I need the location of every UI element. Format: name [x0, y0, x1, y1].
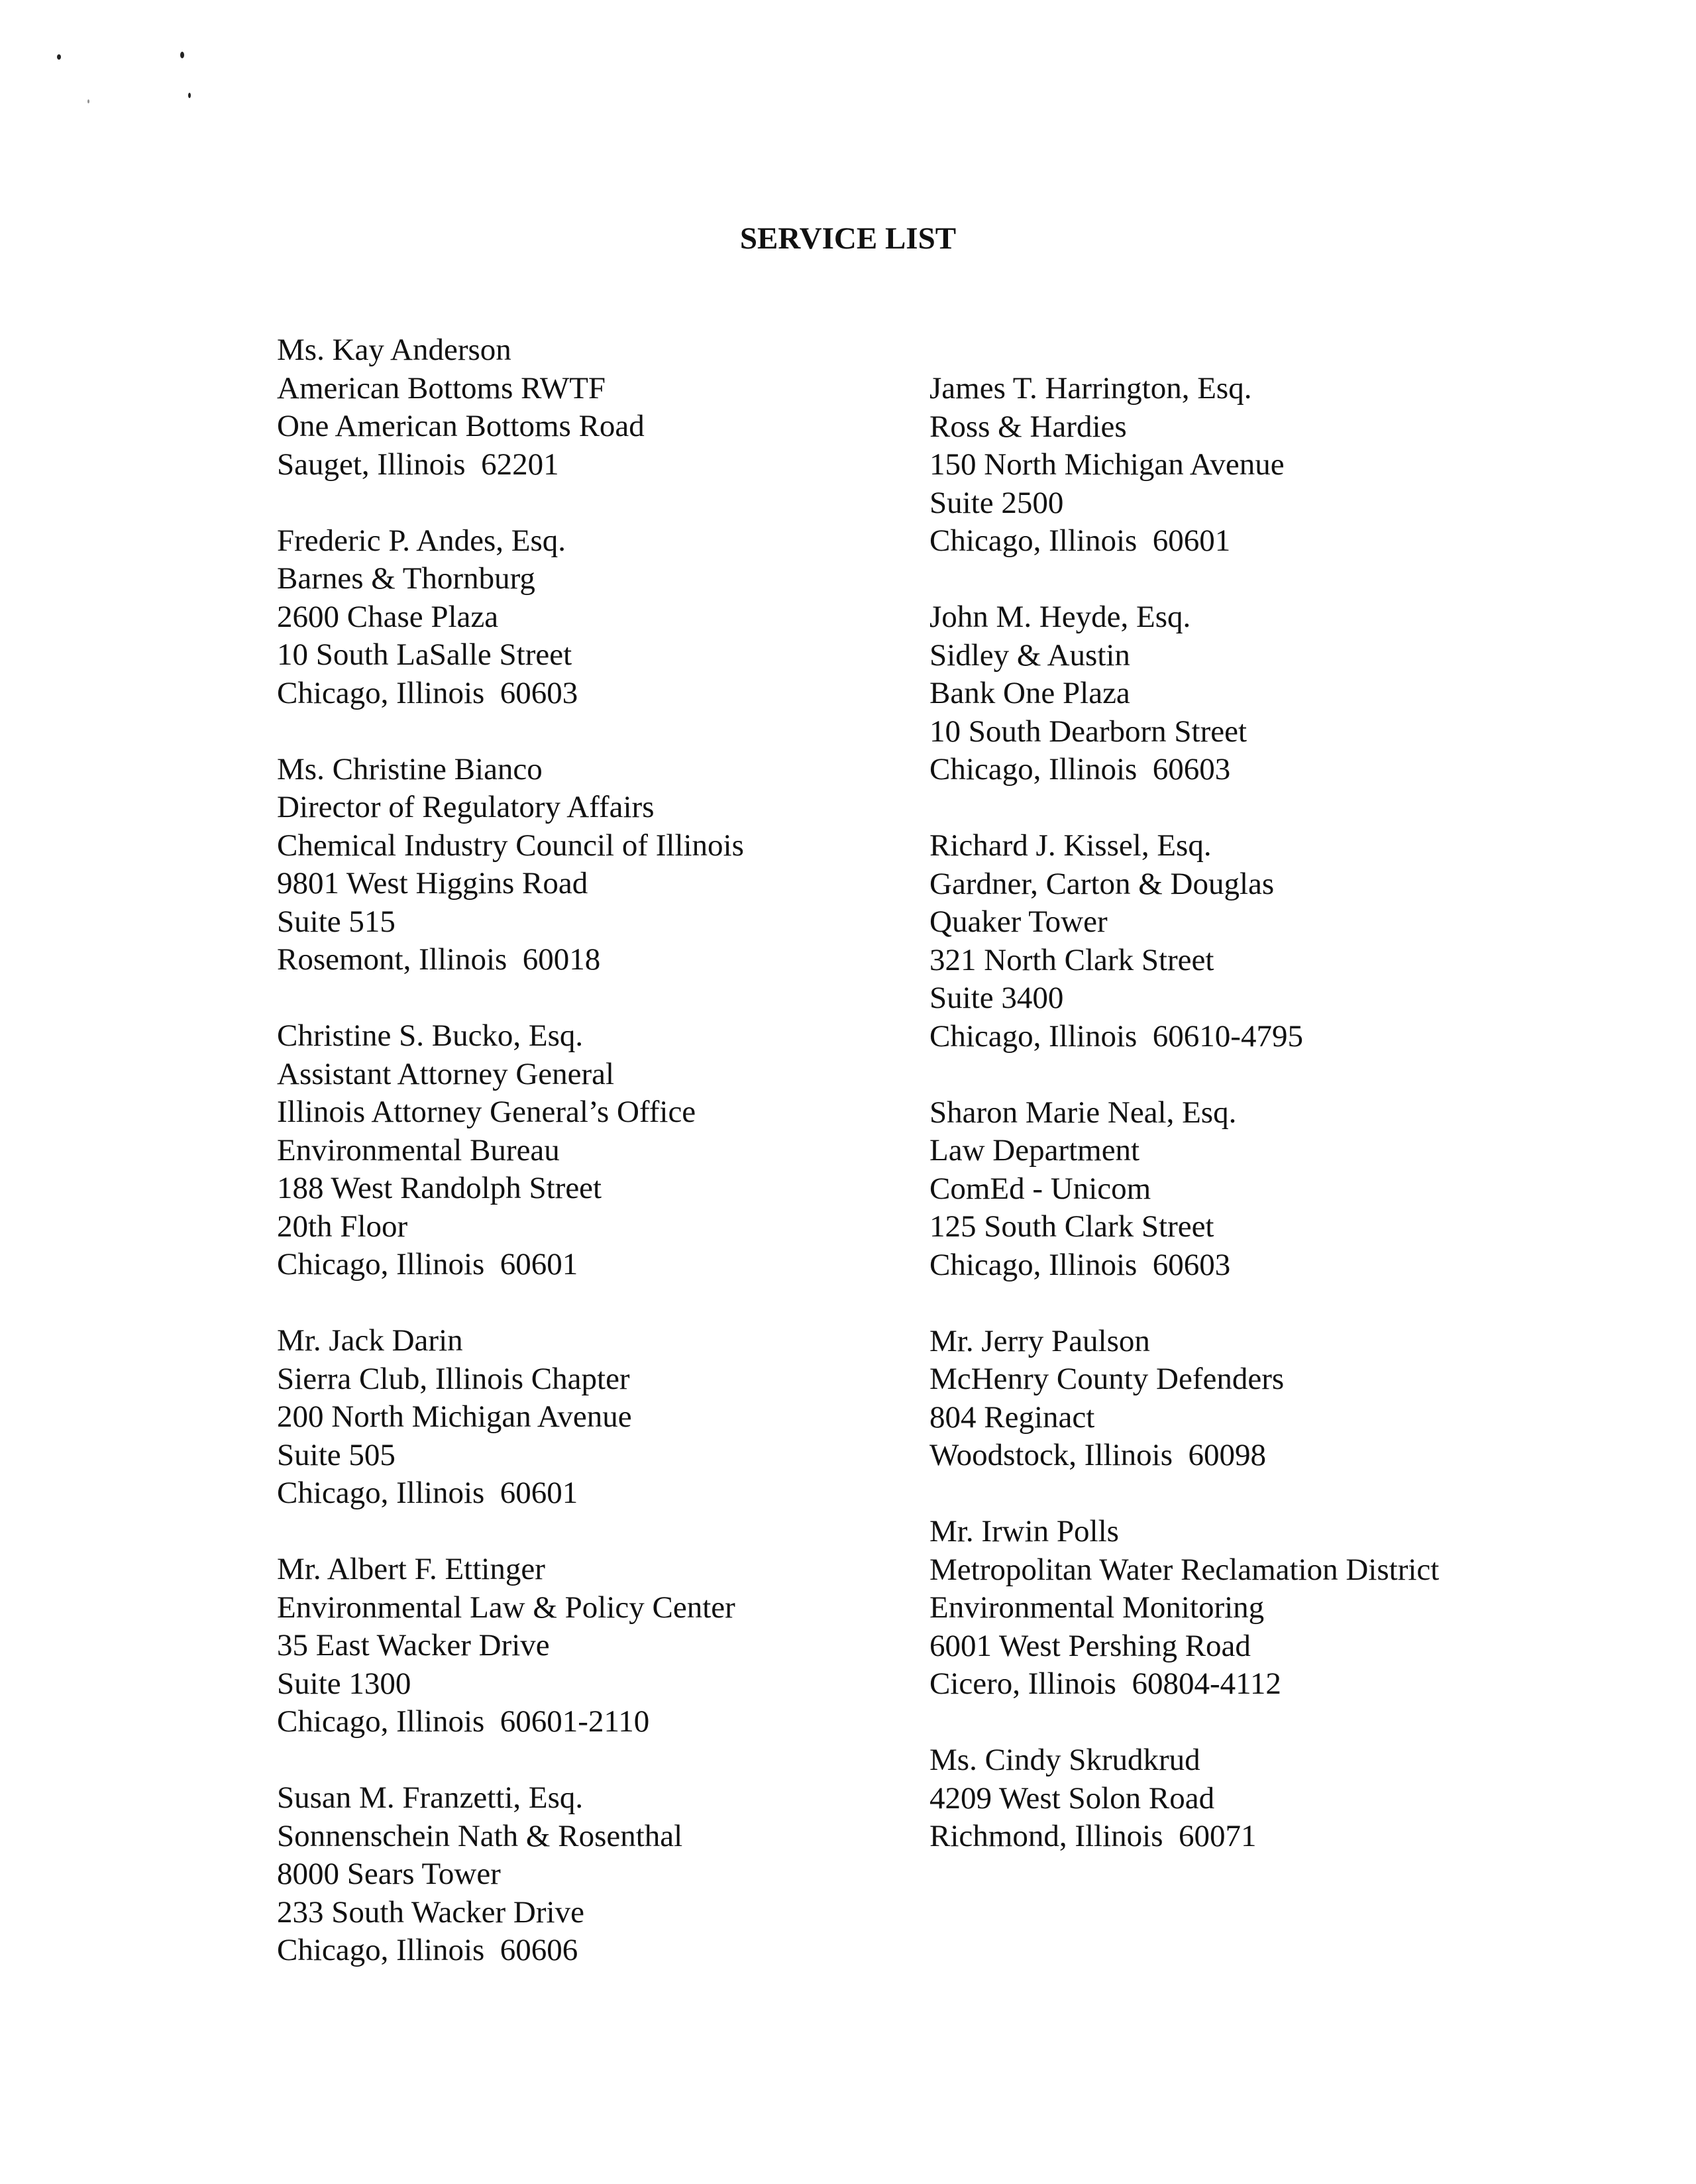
entry-line: Chicago, Illinois 60603	[929, 752, 1231, 787]
entry-line: Sidley & Austin	[929, 637, 1130, 673]
scan-speck	[57, 54, 61, 60]
entry-line: 188 West Randolph Street	[277, 1171, 602, 1205]
service-entry	[277, 1322, 744, 1513]
entry-line: Suite 2500	[929, 485, 1064, 520]
entry-line: Ross & Hardies	[929, 409, 1127, 444]
entry-line: Metropolitan Water Reclamation District	[929, 1552, 1440, 1587]
entry-line: Sharon Marie Neal, Esq.	[929, 1095, 1237, 1130]
service-list-right-column	[929, 370, 1439, 1894]
entry-line: 4209 West Solon Road	[929, 1780, 1215, 1816]
entry-line: Illinois Attorney General’s Office	[277, 1095, 696, 1129]
entry-line: Suite 3400	[929, 981, 1064, 1015]
entry-line: Suite 1300	[277, 1666, 411, 1701]
entry-line: 321 North Clark Street	[929, 942, 1214, 977]
entry-line: Ms. Cindy Skrudkrud	[929, 1743, 1200, 1777]
entry-line: Richard J. Kissel, Esq.	[929, 828, 1212, 863]
entry-line: Mr. Irwin Polls	[929, 1514, 1119, 1549]
entry-line: Barnes & Thornburg	[277, 561, 535, 596]
entry-line: Susan M. Franzetti, Esq.	[277, 1780, 584, 1815]
entry-line: Environmental Bureau	[277, 1132, 560, 1168]
service-entry	[277, 751, 744, 979]
entry-line: American Bottoms RWTF	[277, 370, 606, 406]
entry-line: 2600 Chase Plaza	[277, 599, 499, 634]
entry-line: One American Bottoms Road	[277, 409, 645, 443]
entry-line: 9801 West Higgins Road	[277, 866, 588, 901]
entry-line: Chicago, Illinois 60606	[277, 1933, 578, 1967]
entry-line: 6001 West Pershing Road	[929, 1628, 1251, 1663]
entry-line: Frederic P. Andes, Esq.	[277, 523, 566, 558]
entry-line: 150 North Michigan Avenue	[929, 447, 1285, 482]
entry-line: Suite 505	[277, 1437, 396, 1472]
entry-line: Richmond, Illinois 60071	[929, 1819, 1257, 1853]
entry-line: Gardner, Carton & Douglas	[929, 866, 1275, 901]
service-entry	[277, 331, 744, 484]
entry-line: Sonnenschein Nath & Rosenthal	[277, 1818, 683, 1853]
entry-line: 804 Reginact	[929, 1399, 1095, 1435]
entry-line: Bank One Plaza	[929, 676, 1130, 710]
service-entry	[929, 598, 1439, 789]
service-entry	[277, 1551, 744, 1741]
entry-line: Sauget, Illinois 62201	[277, 447, 559, 482]
entry-line: 200 North Michigan Avenue	[277, 1399, 632, 1434]
page-title: SERVICE LIST	[739, 221, 957, 256]
entry-line: 125 South Clark Street	[929, 1209, 1214, 1244]
entry-line: 8000 Sears Tower	[277, 1857, 501, 1891]
service-entry	[929, 370, 1439, 561]
entry-line: Ms. Kay Anderson	[277, 333, 511, 367]
entry-line: 10 South Dearborn Street	[929, 714, 1247, 749]
scan-speck	[87, 99, 89, 103]
entry-line: James T. Harrington, Esq.	[929, 371, 1252, 406]
entry-line: Ms. Christine Bianco	[277, 751, 543, 787]
service-entry	[929, 1513, 1439, 1704]
entry-line: Chemical Industry Council of Illinois	[277, 828, 744, 863]
entry-line: 233 South Wacker Drive	[277, 1894, 584, 1930]
entry-line: 10 South LaSalle Street	[277, 637, 572, 672]
entry-line: Cicero, Illinois 60804-4112	[929, 1666, 1281, 1701]
entry-line: Chicago, Illinois 60601	[277, 1476, 578, 1510]
entry-line: Mr. Albert F. Ettinger	[277, 1552, 545, 1586]
scan-speck	[180, 52, 184, 58]
entry-line: Chicago, Illinois 60601	[929, 523, 1231, 558]
entry-line: Environmental Law & Policy Center	[277, 1590, 735, 1625]
entry-line: Sierra Club, Illinois Chapter	[277, 1361, 630, 1396]
entry-line: Rosemont, Illinois 60018	[277, 942, 601, 977]
service-entry	[277, 1017, 744, 1284]
entry-line: Chicago, Illinois 60603	[277, 675, 578, 710]
entry-line: Suite 515	[277, 904, 396, 939]
entry-line: Quaker Tower	[929, 904, 1108, 939]
entry-line: Mr. Jack Darin	[277, 1323, 463, 1358]
entry-line: Christine S. Bucko, Esq.	[277, 1018, 584, 1053]
entry-line: McHenry County Defenders	[929, 1362, 1285, 1396]
entry-line: John M. Heyde, Esq.	[929, 600, 1191, 634]
entry-line: 35 East Wacker Drive	[277, 1628, 550, 1663]
service-entry	[929, 1741, 1439, 1856]
entry-line: Chicago, Illinois 60601-2110	[277, 1704, 650, 1739]
entry-line: Chicago, Illinois 60603	[929, 1247, 1231, 1282]
entry-line: 20th Floor	[277, 1209, 408, 1244]
entry-line: Law Department	[929, 1133, 1140, 1168]
service-entry	[277, 1779, 744, 1970]
entry-line: ComEd - Unicom	[929, 1171, 1151, 1206]
service-entry	[929, 1094, 1439, 1285]
entry-line: Woodstock, Illinois 60098	[929, 1438, 1266, 1472]
entry-line: Chicago, Illinois 60610-4795	[929, 1018, 1303, 1054]
service-entry	[929, 827, 1439, 1056]
entry-line: Assistant Attorney General	[277, 1056, 615, 1091]
entry-line: Environmental Monitoring	[929, 1590, 1265, 1625]
entry-line: Chicago, Illinois 60601	[277, 1247, 578, 1282]
service-list-left-column	[277, 331, 744, 2008]
entry-line: Director of Regulatory Affairs	[277, 790, 655, 824]
service-entry	[929, 1323, 1439, 1475]
service-entry	[277, 522, 744, 713]
entry-line: Mr. Jerry Paulson	[929, 1323, 1150, 1358]
scan-speck	[188, 93, 191, 98]
